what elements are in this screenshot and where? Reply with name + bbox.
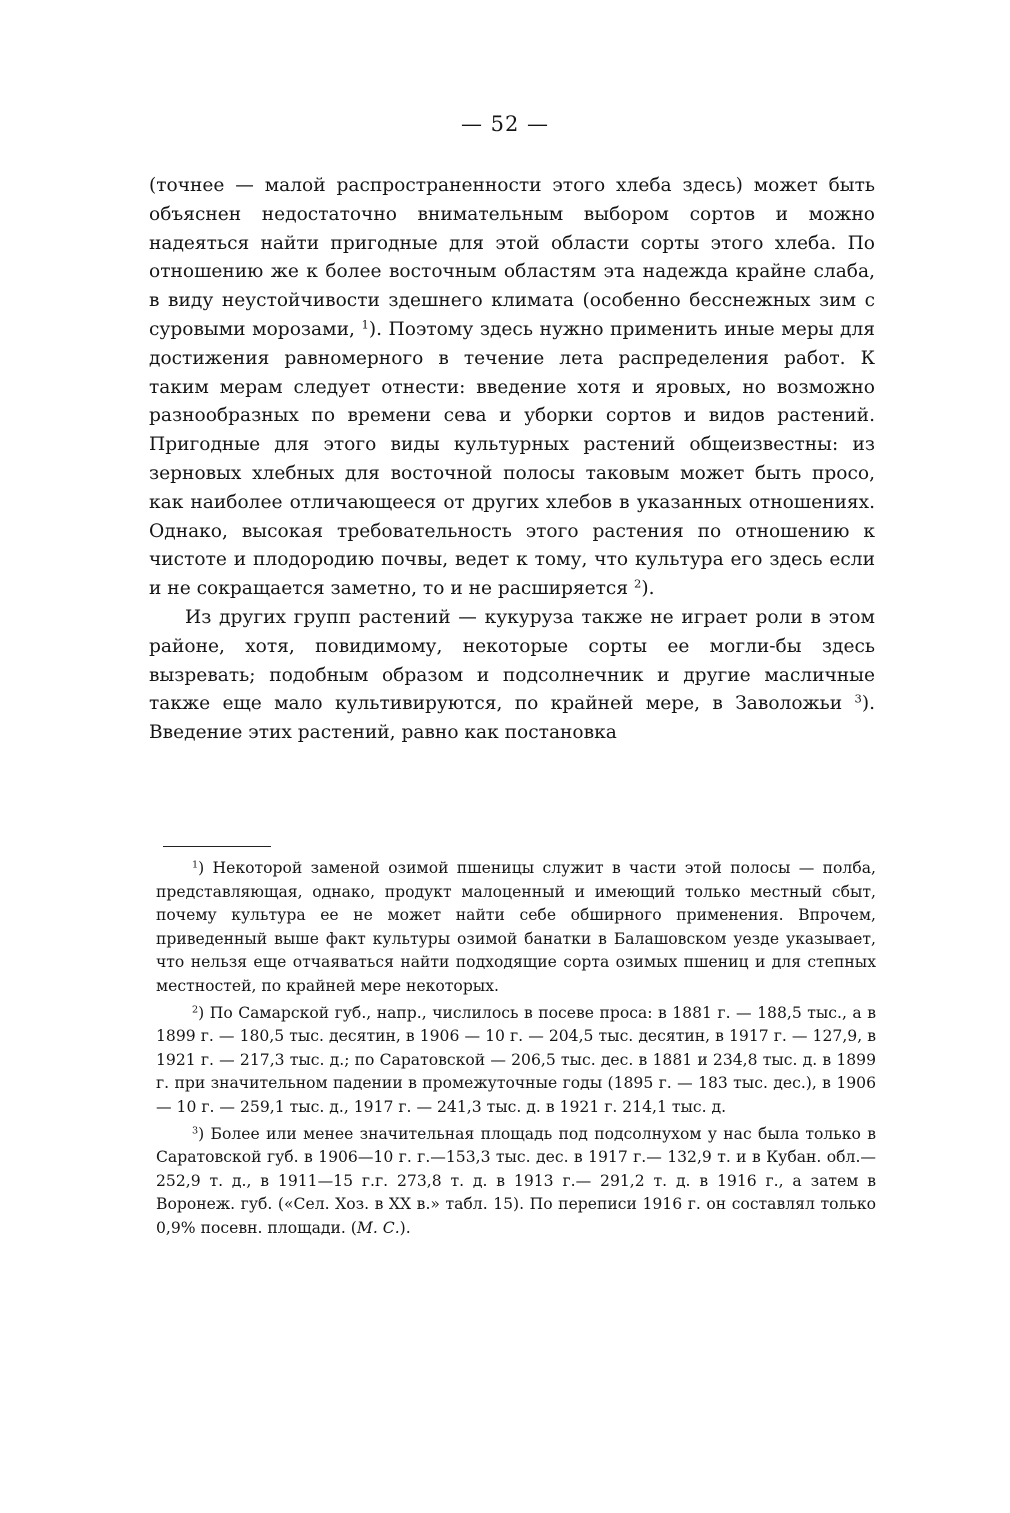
page-number: — 52 — bbox=[460, 112, 550, 136]
footnote-1: $^1$) Некоторой заменой озимой пшеницы служит в части этой полосы — полба, представляющая, однако, продукт малоценный и имеющий только местный сбыт, почему культура ее не может найти себе обширного применения. Впрочем, приведенный выше факт культуры озимой банатки в Балашовском уезде указывает, что нельзя еще отчаяваться найти подходящие сорта озимых пшениц и для степных местностей, по крайней мере некоторых. bbox=[156, 859, 876, 995]
main-text bbox=[149, 172, 875, 748]
footnote-ref-1[interactable]: 1 bbox=[361, 317, 369, 332]
footnote-2: $^2$) По Самарской губ., напр., числилось в посеве проса: в 1881 г. — 188,5 тыс., а в 1899 г. — 180,5 тыс. десятин, в 1906 — 10 г. — 204,5 тыс. десятин, в 1917 г. — 127,9, в 1921 г. — 217,3 тыс. д.; по Саратовской — 206,5 тыс. дес. в 1881 и 234,8 тыс. д. в 1899 г. при значительном падении в промежуточные годы (1895 г. — 183 тыс. дес.), в 1906 — 10 г. — 259,1 тыс. д., 1917 г. — 241,3 тыс. д. в 1921 г. 214,1 тыс. д. bbox=[156, 1003, 876, 1116]
footnote-ref-2[interactable]: 2 bbox=[634, 576, 642, 591]
paragraph-1: (точнее — малой распространенности этого хлеба здесь) может быть объяснен недостаточно внимательным выбором сортов и можно надеяться найти пригодные для этой области сорты этого хлеба. По отношению же к более восточным областям эта надежда крайне слаба, в виду неустойчивости здешнего климата (особенно бесснежных зим с суровыми морозами, $^1$). Поэтому здесь нужно применить иные меры для достижения равномерного в течение лета распределения работ. К таким мерам следует отнести: введение хотя и яровых, но возможно разнообразных по времени сева и уборки сортов и видов растений. Пригодные для этого виды культурных растений общеизвестны: из зерновых хлебных для восточной полосы таковым может быть просо, как наиболее отличающееся от других хлебов в указанных отношениях. Однако, высокая требовательность этого растения по отношению к чистоте и плодородию почвы, ведет к тому, что культура его здесь если и не сокращается заметно, то и не расширяется $^2$). bbox=[149, 175, 875, 600]
footnote-marker: 2 bbox=[192, 1004, 199, 1016]
footnote-ref-3[interactable]: 3 bbox=[854, 692, 862, 707]
footnote-marker: 1 bbox=[192, 859, 199, 871]
footnote-3: $^3$) Более или менее значительная площадь под подсолнухом у нас была только в Саратовской губ. в 1906—10 г. г.—153,3 тыс. дес. в 1917 г.— 132,9 т. и в Кубан. обл.—252,9 т. д., в 1911—15 г.г. 273,8 т. д. в 1913 г.— 291,2 т. д. в 1916 г., а затем в Воронеж. губ. («Сел. Хоз. в XX в.» табл. 15). По переписи 1916 г. он составлял только 0,9% посевн. площади. (М. С.). bbox=[156, 1124, 876, 1237]
footnotes bbox=[156, 857, 876, 1244]
paragraph-2: Из других групп растений — кукуруза также не играет роли в этом районе, хотя, повидимому, некоторые сорты ее могли-бы здесь вызревать; подобным образом и подсолнечник и другие масличные также еще мало культивируются, по крайней мере, в Заволожьи $^3$). Введение этих растений, равно как постановка bbox=[149, 606, 875, 744]
footnote-divider bbox=[163, 846, 271, 847]
editor-signature: М. С. bbox=[356, 1218, 400, 1237]
footnote-marker: 3 bbox=[192, 1125, 199, 1137]
